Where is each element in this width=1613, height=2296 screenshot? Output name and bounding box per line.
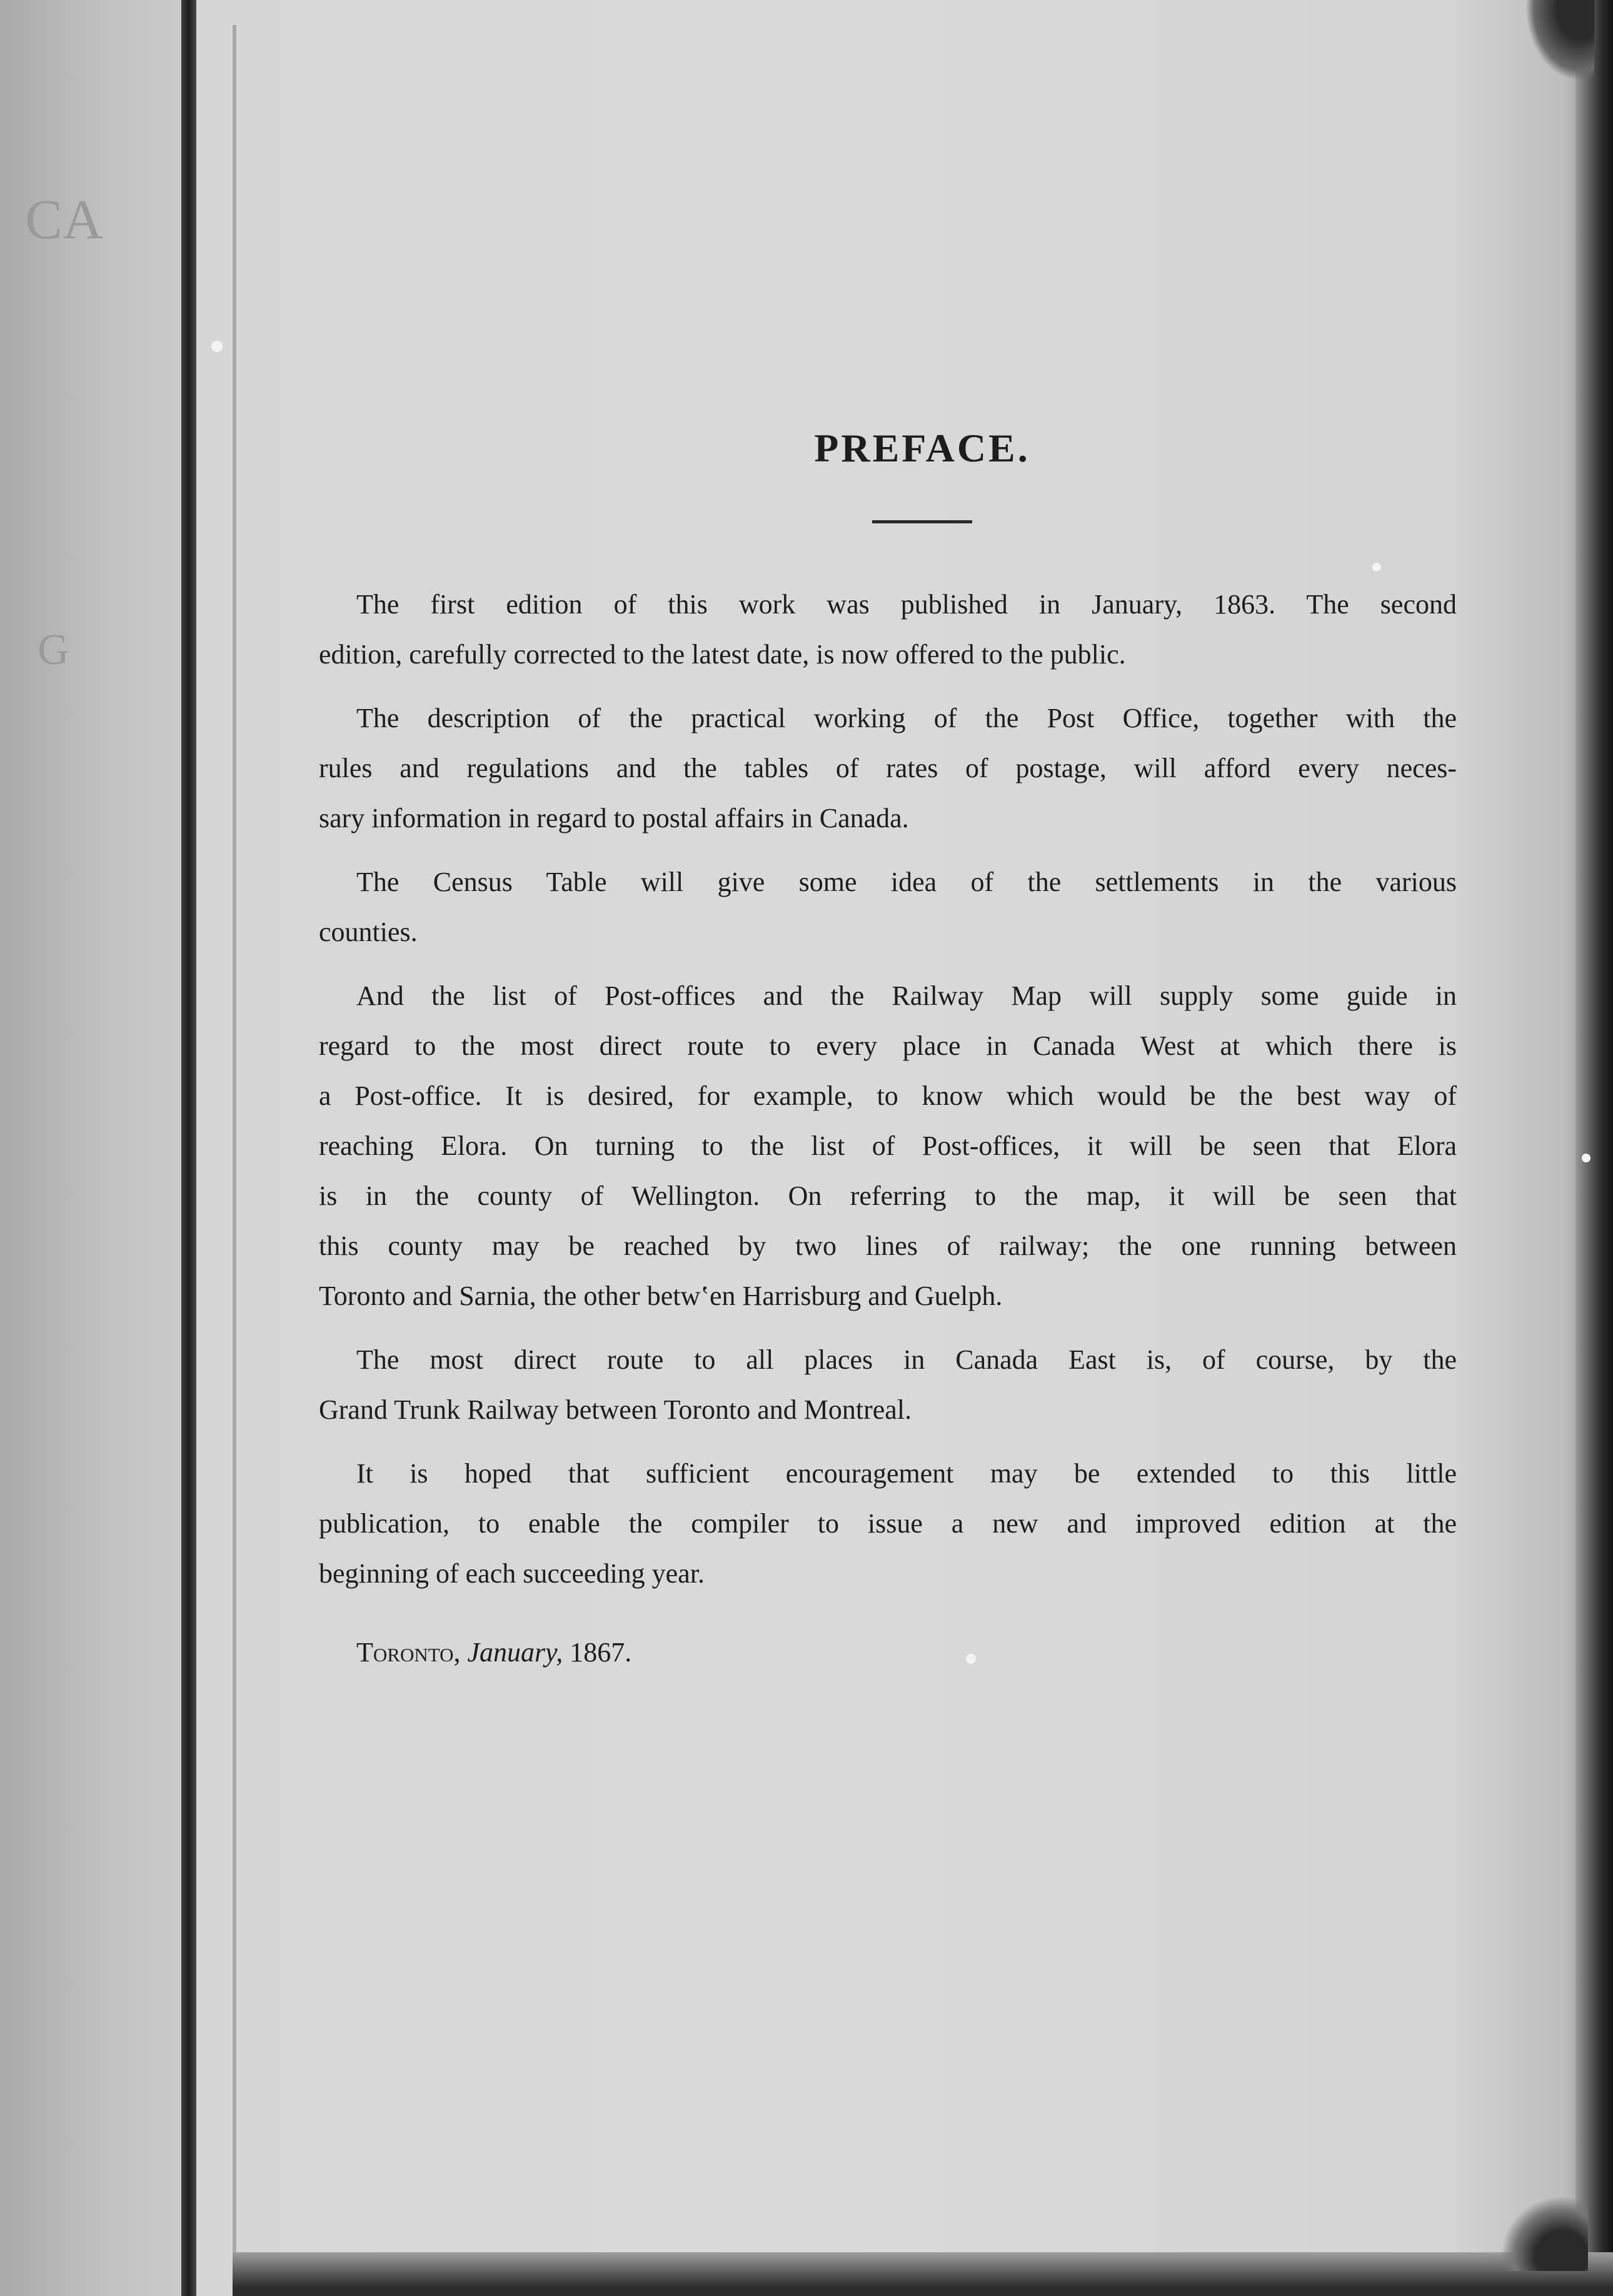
dust-speck: [1582, 1154, 1590, 1162]
paragraph: [319, 580, 1457, 680]
paragraph: [319, 1449, 1457, 1599]
paragraph: [319, 857, 1457, 957]
signoff-month: January,: [467, 1637, 563, 1668]
text-line: Grand Trunk Railway between Toronto and Montreal.: [319, 1394, 912, 1425]
title-divider: [872, 520, 972, 523]
torn-corner-top: [1525, 0, 1594, 81]
text-line: And the list of Post-offices and the Railway Map will supply some guide in: [356, 980, 1457, 1011]
signoff: [319, 1636, 1457, 1668]
text-line: is in the county of Wellington. On referring to the map, it will be seen that: [319, 1181, 1457, 1211]
text-line: sary information in regard to postal affairs in Canada.: [319, 803, 909, 833]
text-line: edition, carefully corrected to the latest date, is now offered to the public.: [319, 639, 1126, 670]
text-line: It is hoped that sufficient encouragement may be extended to this little: [356, 1458, 1457, 1489]
dust-speck: [211, 341, 223, 352]
text-line: The description of the practical working of the Post Office, together with the: [356, 703, 1457, 733]
signoff-place: Toronto,: [356, 1637, 461, 1668]
preface-content: [319, 425, 1457, 1668]
book-spine-shadow: [181, 0, 196, 2296]
preface-body: [319, 580, 1457, 1599]
text-line: this county may be reached by two lines of railway; the one running between: [319, 1231, 1457, 1261]
text-line: Toronto and Sarnia, the other betwʽen Harrisburg and Guelph.: [319, 1281, 1003, 1311]
text-line: counties.: [319, 917, 418, 947]
facing-page-ghost-text: G: [38, 626, 69, 674]
text-line: reaching Elora. On turning to the list of Post-offices, it will be seen that Elora: [319, 1130, 1457, 1161]
text-line: beginning of each succeeding year.: [319, 1558, 705, 1589]
text-line: publication, to enable the compiler to issue a new and improved edition at the: [319, 1508, 1457, 1539]
facing-page-edge: [0, 0, 181, 2296]
text-line: regard to the most direct route to every place in Canada West at which there is: [319, 1030, 1457, 1061]
torn-corner-bottom: [1500, 2196, 1588, 2271]
page-title: PREFACE.: [814, 426, 1030, 470]
text-line: The most direct route to all places in Canada East is, of course, by the: [356, 1344, 1457, 1375]
text-line: The first edition of this work was published in January, 1863. The second: [356, 589, 1457, 620]
text-line: rules and regulations and the tables of rates of postage, will afford every neces-: [319, 753, 1457, 783]
page-inner-edge: [233, 25, 236, 2276]
page-right-edge: [1575, 0, 1613, 2296]
text-line: The Census Table will give some idea of the settlements in the various: [356, 867, 1457, 897]
paragraph: [319, 1335, 1457, 1435]
page-bottom-edge: [233, 2252, 1613, 2296]
text-line: a Post-office. It is desired, for example, to know which would be the best way of: [319, 1080, 1457, 1111]
paragraph: [319, 693, 1457, 843]
signoff-year: 1867.: [570, 1637, 632, 1668]
facing-page-ghost-text: CA: [25, 189, 104, 251]
paragraph: [319, 971, 1457, 1321]
